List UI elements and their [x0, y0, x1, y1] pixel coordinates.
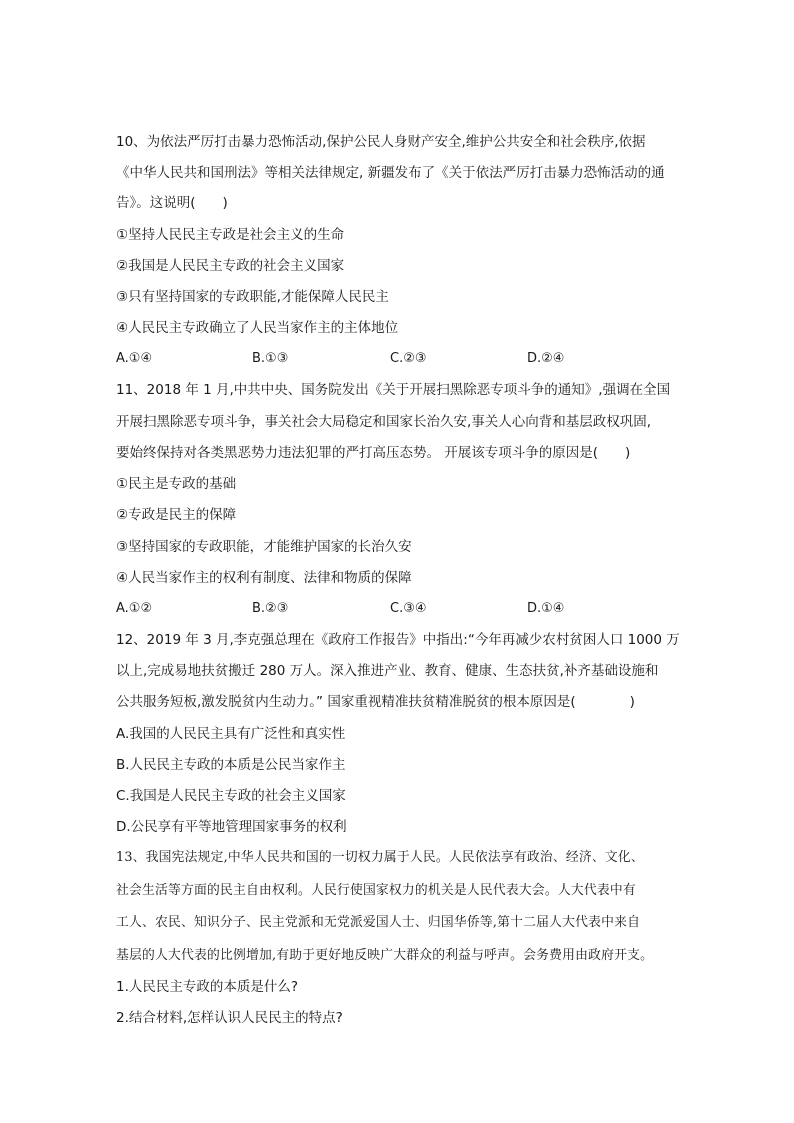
q10-statement-2: ②我国是人民民主专政的社会主义国家 [116, 258, 345, 274]
q10-option-c: C.②③ [390, 351, 427, 366]
q11-option-b: B.②③ [252, 601, 289, 616]
q13-material-line-1: 13、我国宪法规定,中华人民共和国的一切权力属于人民。人民依法享有政治、经济、文化、 [116, 850, 644, 865]
q10-statement-3: ③只有坚持国家的专政职能,才能保障人民民主 [116, 289, 389, 305]
q12-stem-line-2: 以上,完成易地扶贫搬迁 280 万人。深入推进产业、教育、健康、生态扶贫,补齐基础设施和 [116, 663, 659, 679]
q10-statement-1: ①坚持人民民主专政是社会主义的生命 [116, 227, 345, 243]
q13-material-line-3: 工人、农民、知识分子、民主党派和无党派爱国人士、归国华侨等,第十二届人大代表中来自 [116, 915, 641, 930]
q12-option-a: A.我国的人民民主具有广泛性和真实性 [116, 726, 346, 742]
q13-material-line-2: 社会生活等方面的民主自由权利。人民行使国家权力的机关是人民代表大会。人大代表中有 [116, 883, 636, 898]
q10-stem-line-3: 告》。这说明( ) [116, 195, 228, 211]
q10-option-b: B.①③ [252, 351, 289, 366]
q10-stem-line-2: 《中华人民共和国刑法》等相关法律规定, 新疆发布了《关于依法严厉打击暴力恐怖活动的通 [116, 165, 665, 181]
q13-question-2: 2.结合材料,怎样认识人民民主的特点? [116, 1010, 343, 1026]
q12-option-d: D.公民享有平等地管理国家事务的权利 [116, 819, 347, 835]
q11-stem-line-3: 要始终保持对各类黑恶势力违法犯罪的严打高压态势。 开展该专项斗争的原因是( ) [116, 445, 631, 461]
q11-statement-1: ①民主是专政的基础 [116, 476, 237, 492]
q12-option-c: C.我国是人民民主专政的社会主义国家 [116, 788, 346, 804]
q11-option-a: A.①② [116, 601, 153, 616]
q11-statement-3: ③坚持国家的专政职能，才能维护国家的长治久安 [116, 539, 412, 555]
q11-option-d: D.①④ [527, 601, 565, 616]
q11-stem-line-1: 11、2018 年 1 月,中共中央、国务院发出《关于开展扫黑除恶专项斗争的通知》,强调在全国 [116, 382, 671, 398]
q12-stem-line-3: 公共服务短板,激发脱贫内生动力。” 国家重视精准扶贫精准脱贫的根本原因是( ) [116, 694, 635, 710]
q10-statement-4: ④人民民主专政确立了人民当家作主的主体地位 [116, 320, 399, 336]
q10-stem-line-1: 10、为依法严厉打击暴力恐怖活动,保护公民人身财产安全,维护公共安全和社会秩序,依据 [116, 134, 646, 150]
q11-statement-4: ④人民当家作主的权利有制度、法律和物质的保障 [116, 570, 412, 586]
q12-stem-line-1: 12、2019 年 3 月,李克强总理在《政府工作报告》中指出:“今年再减少农村贫困人口 1000 万 [116, 632, 680, 648]
q13-material-line-4: 基层的人大代表的比例增加,有助于更好地反映广大群众的利益与呼声。会务费用由政府开支。 [116, 948, 654, 963]
q11-stem-line-2: 开展扫黑除恶专项斗争，事关社会大局稳定和国家长治久安,事关人心向背和基层政权巩固, [116, 414, 652, 430]
q10-option-d: D.②④ [527, 351, 565, 366]
q11-option-c: C.③④ [390, 601, 427, 616]
q13-question-1: 1.人民民主专政的本质是什么? [116, 979, 299, 995]
q10-option-a: A.①④ [116, 351, 153, 366]
q12-option-b: B.人民民主专政的本质是公民当家作主 [116, 757, 346, 773]
q11-statement-2: ②专政是民主的保障 [116, 507, 237, 523]
